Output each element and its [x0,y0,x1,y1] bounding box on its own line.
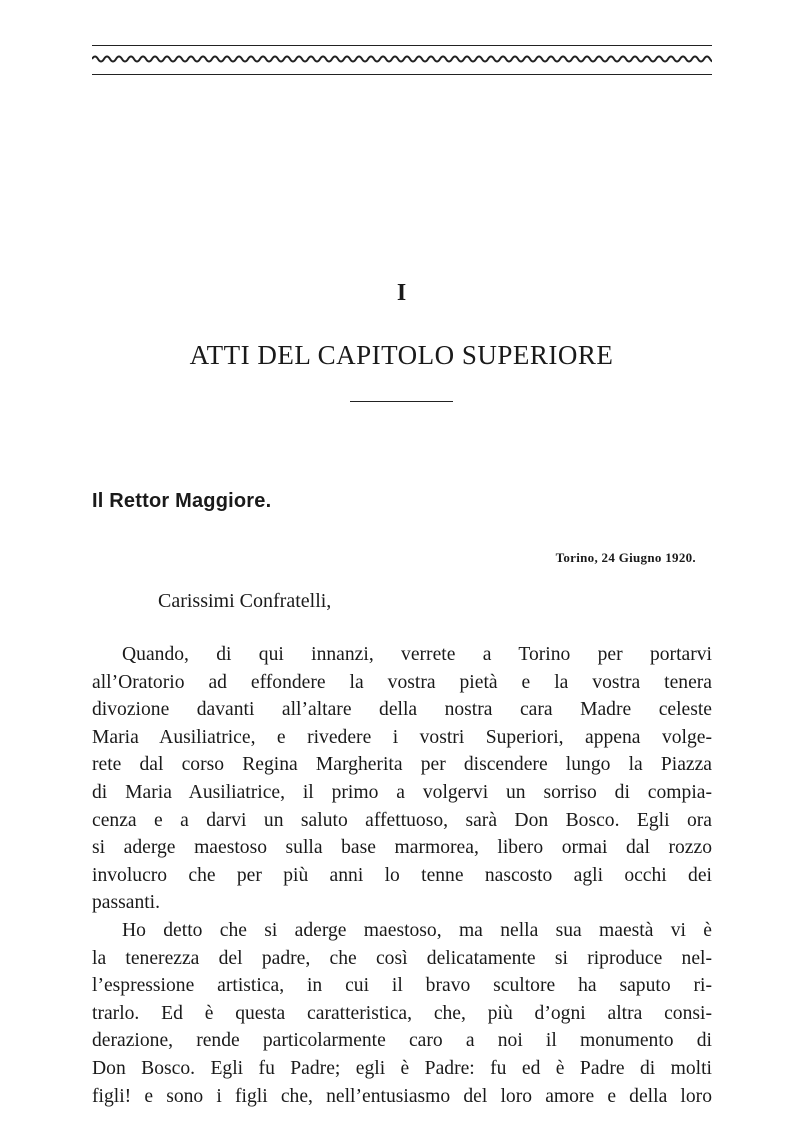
chapter-title: ATTI DEL CAPITOLO SUPERIORE [189,340,614,370]
letter-dateline: Torino, 24 Giugno 1920. [555,550,696,565]
header-bottom-rule [92,74,712,75]
wavy-rule-ornament [92,52,712,66]
text-line: passanti. [92,892,161,914]
text-line: l’espressione artistica, in cui il bravo scultore ha saputo ri- [92,975,712,997]
title-underline-rule [350,401,453,402]
text-line: involucro che per più anni lo tenne nascosto agli occhi dei [92,864,712,886]
text-line: si aderge maestoso sulla base marmorea, libero ormai dal rozzo [92,837,712,859]
paragraph-2 [92,917,712,1110]
text-line: la tenerezza del padre, che così delicatamente si riproduce nel- [92,947,712,969]
chapter-numeral: I [396,280,407,306]
text-line: di Maria Ausiliatrice, il primo a volgervi un sorriso di compia- [92,781,712,803]
paragraph-1 [92,641,712,917]
section-title: Il Rettor Maggiore. [92,490,272,512]
text-line: Ho detto che si aderge maestoso, ma nella sua maestà vi è [122,919,712,941]
text-line: Maria Ausiliatrice, e rivedere i vostri Superiori, appena volge- [92,726,712,748]
text-line: divozione davanti all’altare della nostra cara Madre celeste [92,699,712,721]
text-line: Quando, di qui innanzi, verrete a Torino per portarvi [122,644,712,665]
letter-body [92,641,712,1110]
text-line: all’Oratorio ad effondere la vostra pietà e la vostra tenera [92,671,712,693]
text-line: derazione, rende particolarmente caro a noi il monumento di [92,1030,712,1052]
text-line: rete dal corso Regina Margherita per discendere lungo la Piazza [92,754,712,776]
letter-salutation: Carissimi Confratelli, [158,590,332,612]
text-line: cenza e a darvi un saluto affettuoso, sarà Don Bosco. Egli ora [92,809,712,831]
header-top-rule [92,45,712,46]
text-line: Don Bosco. Egli fu Padre; egli è Padre: fu ed è Padre di molti [92,1057,712,1079]
text-line: figli! e sono i figli che, nell’entusiasmo del loro amore e della loro [92,1085,712,1107]
text-line: trarlo. Ed è questa caratteristica, che, più d’ogni altra consi- [92,1002,712,1024]
